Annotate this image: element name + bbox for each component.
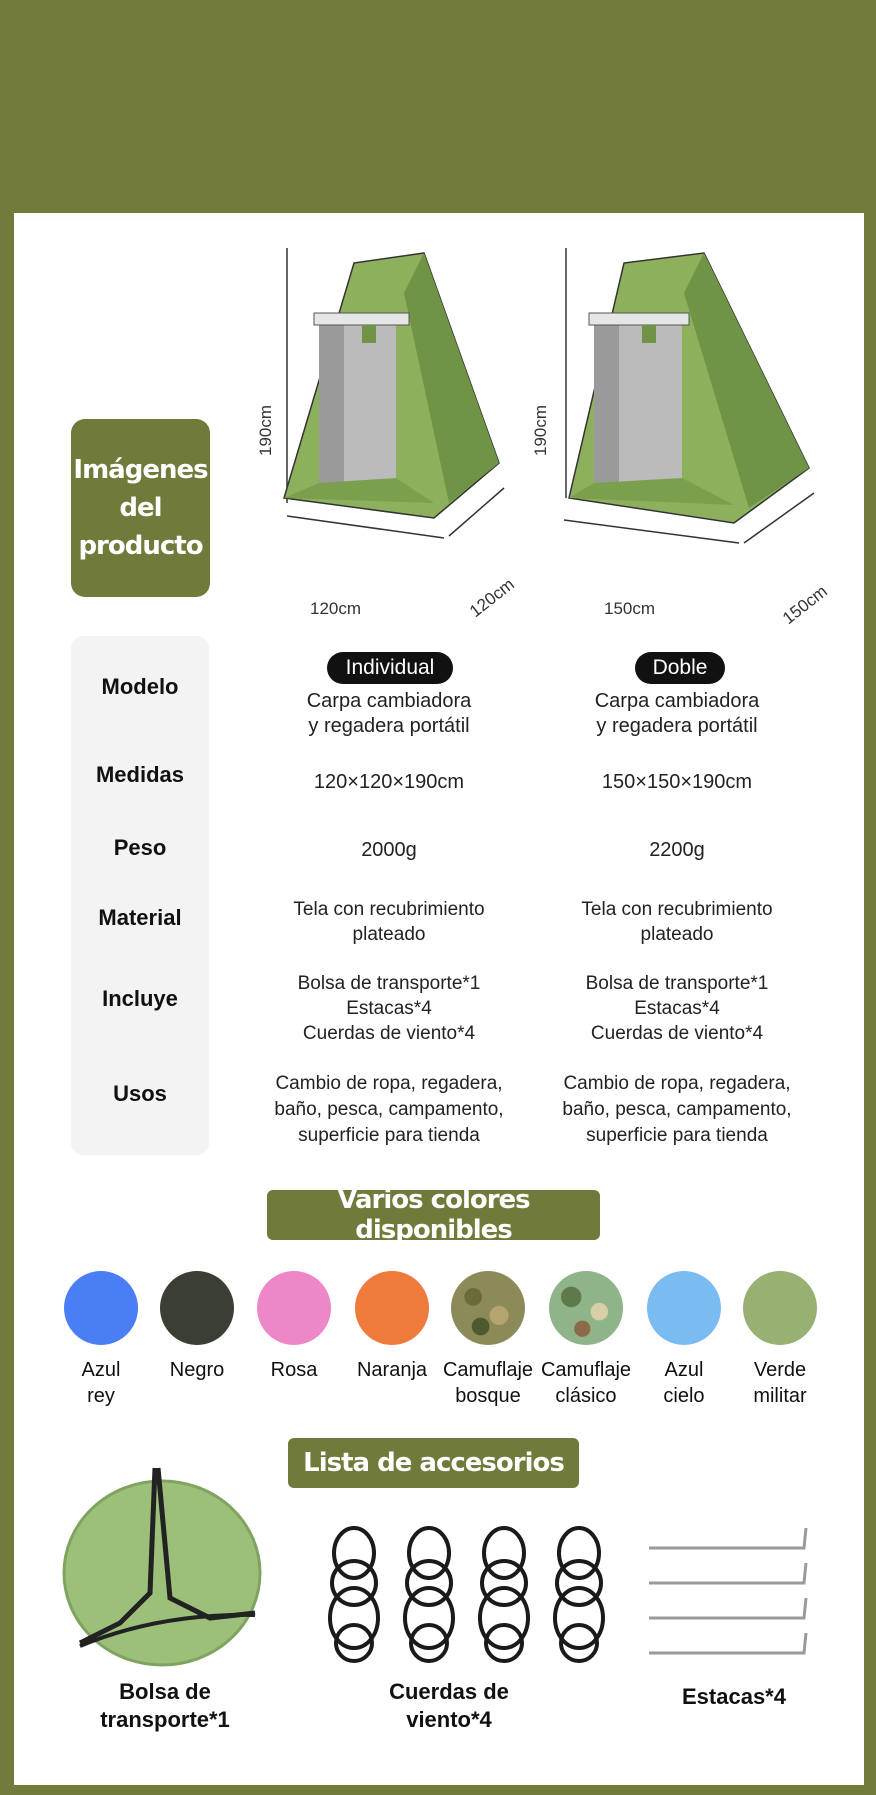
accessory-label-line: Estacas*4 bbox=[682, 1684, 786, 1709]
spec-label-material: Material bbox=[98, 905, 182, 930]
carry-bag-image bbox=[60, 1463, 270, 1673]
swatch-label-verde-militar bbox=[730, 1357, 830, 1409]
incluye-line: Bolsa de transporte*1 bbox=[585, 973, 769, 994]
accessory-label-line: Cuerdas de bbox=[389, 1679, 509, 1704]
swatch-label-naranja bbox=[342, 1357, 442, 1383]
modelo-individual bbox=[244, 689, 534, 739]
swatch-label-azul-rey bbox=[51, 1357, 151, 1409]
material-individual bbox=[244, 897, 534, 947]
spec-label-medidas: Medidas bbox=[95, 762, 185, 787]
swatch-label-line: Camuflaje bbox=[540, 1359, 632, 1381]
incluye-doble bbox=[532, 971, 822, 1046]
colors-section-title bbox=[267, 1185, 600, 1245]
material-line: plateado bbox=[640, 924, 714, 945]
spec-label-panel bbox=[71, 636, 209, 1155]
tent-individual-height: 190cm bbox=[256, 404, 275, 456]
swatch-label-line: Azul bbox=[81, 1359, 121, 1381]
swatch-camuflaje-bosque bbox=[451, 1271, 525, 1345]
swatch-verde-militar bbox=[743, 1271, 817, 1345]
product-images-label-text: Imágenes del producto bbox=[73, 455, 208, 561]
swatch-naranja bbox=[355, 1271, 429, 1345]
tent-doble-image bbox=[554, 243, 834, 563]
modelo-line: Carpa cambiadora bbox=[594, 690, 760, 712]
accessory-label-stakes bbox=[644, 1683, 824, 1711]
modelo-doble bbox=[532, 689, 822, 739]
accessory-label-bag bbox=[60, 1678, 270, 1734]
swatch-label-line: Negro bbox=[169, 1359, 225, 1381]
accessories-section-title bbox=[288, 1438, 579, 1488]
spec-label-peso: Peso bbox=[113, 835, 167, 860]
swatch-label-line: cielo bbox=[663, 1385, 705, 1407]
tent-doble-height: 190cm bbox=[531, 404, 550, 456]
usos-individual bbox=[244, 1071, 534, 1149]
accessory-label-line: Bolsa de bbox=[119, 1679, 211, 1704]
accessory-label-ropes bbox=[349, 1678, 549, 1734]
tent-individual-width: 120cm bbox=[310, 599, 362, 618]
spec-label-modelo: Modelo bbox=[101, 674, 179, 699]
usos-line: Cambio de ropa, regadera, bbox=[275, 1073, 503, 1094]
swatch-azul-rey bbox=[64, 1271, 138, 1345]
accessory-label-line: viento*4 bbox=[406, 1707, 492, 1732]
colors-section-title-text: Varios colores disponibles bbox=[337, 1185, 530, 1245]
wind-ropes-image bbox=[314, 1523, 614, 1673]
incluye-line: Estacas*4 bbox=[634, 998, 720, 1019]
tent-individual-depth: 120cm bbox=[466, 574, 518, 621]
modelo-line: y regadera portátil bbox=[596, 715, 758, 737]
tent-individual-image bbox=[274, 243, 534, 563]
swatch-label-camuflaje-bosque bbox=[438, 1357, 538, 1409]
usos-line: superficie para tienda bbox=[298, 1125, 480, 1146]
swatch-negro bbox=[160, 1271, 234, 1345]
modelo-line: Carpa cambiadora bbox=[306, 690, 472, 712]
tent-doble-depth: 150cm bbox=[779, 581, 831, 628]
stakes-image bbox=[644, 1513, 824, 1673]
swatch-label-negro bbox=[147, 1357, 247, 1383]
badge-individual: Individual bbox=[327, 652, 453, 684]
tent-doble-width: 150cm bbox=[604, 599, 656, 618]
usos-line: Cambio de ropa, regadera, bbox=[563, 1073, 791, 1094]
material-line: Tela con recubrimiento bbox=[581, 899, 773, 920]
swatch-label-line: Verde bbox=[753, 1359, 807, 1381]
peso-individual: 2000g bbox=[361, 839, 417, 861]
usos-doble bbox=[532, 1071, 822, 1149]
swatch-label-line: militar bbox=[753, 1385, 807, 1407]
swatch-label-line: Azul bbox=[664, 1359, 704, 1381]
incluye-line: Cuerdas de viento*4 bbox=[302, 1023, 476, 1044]
swatch-azul-cielo bbox=[647, 1271, 721, 1345]
material-line: Tela con recubrimiento bbox=[293, 899, 485, 920]
swatch-label-camuflaje-clasico bbox=[536, 1357, 636, 1409]
incluye-line: Bolsa de transporte*1 bbox=[297, 973, 481, 994]
usos-line: baño, pesca, campamento, bbox=[274, 1099, 504, 1120]
accessory-label-line: transporte*1 bbox=[100, 1707, 230, 1732]
swatch-label-line: rey bbox=[87, 1385, 115, 1407]
incluye-individual bbox=[244, 971, 534, 1046]
swatch-label-line: Rosa bbox=[270, 1359, 318, 1381]
material-doble bbox=[532, 897, 822, 947]
usos-line: superficie para tienda bbox=[586, 1125, 768, 1146]
swatch-camuflaje-clasico bbox=[549, 1271, 623, 1345]
medidas-doble: 150×150×190cm bbox=[601, 771, 753, 793]
spec-label-incluye: Incluye bbox=[102, 986, 178, 1011]
badge-doble: Doble bbox=[635, 652, 725, 684]
product-info-card bbox=[14, 213, 864, 1785]
incluye-line: Estacas*4 bbox=[346, 998, 432, 1019]
peso-doble: 2200g bbox=[649, 839, 705, 861]
material-line: plateado bbox=[352, 924, 426, 945]
spec-label-usos: Usos bbox=[113, 1081, 167, 1106]
modelo-line: y regadera portátil bbox=[308, 715, 470, 737]
medidas-individual: 120×120×190cm bbox=[313, 771, 465, 793]
swatch-label-line: bosque bbox=[455, 1385, 521, 1407]
accessories-section-title-text: Lista de accesorios bbox=[303, 1448, 564, 1478]
swatch-label-line: Camuflaje bbox=[442, 1359, 534, 1381]
swatch-label-line: Naranja bbox=[356, 1359, 428, 1381]
swatch-label-rosa bbox=[244, 1357, 344, 1383]
incluye-line: Cuerdas de viento*4 bbox=[590, 1023, 764, 1044]
product-images-label bbox=[71, 419, 210, 597]
swatch-label-line: clásico bbox=[555, 1385, 617, 1407]
swatch-rosa bbox=[257, 1271, 331, 1345]
swatch-label-azul-cielo bbox=[634, 1357, 734, 1409]
usos-line: baño, pesca, campamento, bbox=[562, 1099, 792, 1120]
